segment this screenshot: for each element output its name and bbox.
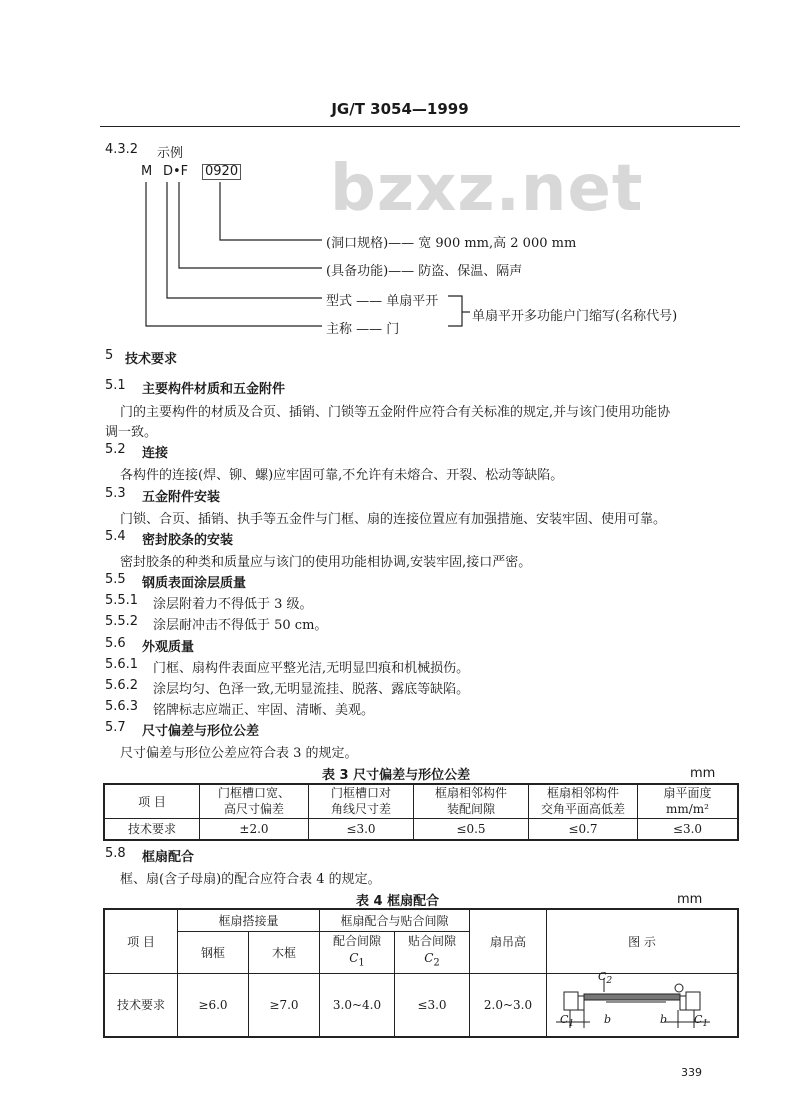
code-brace-note: 单扇平开多功能户门缩写(名称代号) (472, 309, 678, 324)
table-cell: ≤0.5 (414, 818, 529, 840)
table-cell: ≤3.0 (309, 818, 414, 840)
table-header: 项 目 (104, 784, 200, 818)
code-m: M (141, 164, 153, 179)
section-title: 外观质量 (142, 640, 195, 655)
paragraph: 涂层附着力不得低于 3 级。 (153, 597, 313, 612)
section-number: 5.4 (105, 529, 126, 544)
table-header: 图 示 (547, 909, 739, 973)
section-number: 5.2 (105, 442, 126, 457)
section-number: 5.1 (105, 378, 126, 393)
code-df: D•F (163, 164, 189, 179)
section-number: 5 (105, 348, 114, 363)
paragraph: 门框、扇构件表面应平整光洁,无明显凹痕和机械损伤。 (153, 661, 470, 676)
table-header: 木框 (249, 931, 320, 973)
section-number: 5.6.3 (105, 699, 139, 714)
section-title: 连接 (142, 446, 169, 461)
table-cell: ±2.0 (200, 818, 309, 840)
page-number: 339 (681, 1066, 702, 1079)
section-title: 主要构件材质和五金附件 (142, 382, 286, 397)
section-title: 示例 (157, 146, 184, 161)
paragraph: 门的主要构件的材质及合页、插销、门锁等五金附件应符合有关标准的规定,并与该门使用功能协 (120, 405, 671, 420)
figure-label-b-right: b (660, 1013, 668, 1026)
table-header: 配合间隙 $C_1$ (320, 931, 395, 973)
table-unit: mm (690, 766, 716, 781)
paragraph: 调一致。 (105, 425, 158, 440)
table-header: 扇吊高 (470, 909, 547, 973)
table-header: 贴合间隙 $C_2$ (395, 931, 470, 973)
table-cell: 技术要求 (104, 973, 178, 1037)
table-3 (103, 783, 739, 841)
paragraph: 各构件的连接(焊、铆、螺)应牢固可靠,不允许有未熔合、开裂、松动等缺陷。 (120, 468, 564, 483)
figure-label-c2: $C_2$ (598, 970, 613, 987)
figure-label-c1-right: $C_1$ (694, 1013, 709, 1030)
code-line-name: 主称 —— 门 (326, 322, 400, 337)
code-size: 0920 (202, 164, 241, 180)
section-number: 5.5.1 (105, 593, 139, 608)
paragraph: 涂层均匀、色泽一致,无明显流挂、脱落、露底等缺陷。 (153, 682, 470, 697)
table-cell: ≤3.0 (395, 973, 470, 1037)
paragraph: 密封胶条的种类和质量应与该门的使用功能相协调,安装牢固,接口严密。 (120, 555, 532, 570)
section-title: 五金附件安装 (142, 490, 221, 505)
section-title: 技术要求 (125, 352, 178, 367)
paragraph: 尺寸偏差与形位公差应符合表 3 的规定。 (120, 746, 358, 761)
table-cell: ≤0.7 (529, 818, 638, 840)
section-title: 尺寸偏差与形位公差 (142, 724, 260, 739)
table-cell: ≤3.0 (638, 818, 739, 840)
table-cell: ≥7.0 (249, 973, 320, 1037)
figure-label-b-left: b (604, 1013, 612, 1026)
section-number: 4.3.2 (105, 142, 139, 157)
table-cell: 3.0~4.0 (320, 973, 395, 1037)
code-line-type: 型式 —— 单扇平开 (326, 294, 439, 309)
paragraph: 涂层耐冲击不得低于 50 cm。 (153, 618, 328, 633)
watermark: bzxz.net (330, 152, 644, 226)
table-header: 扇平面度 mm/m² (638, 784, 739, 818)
section-number: 5.5 (105, 572, 126, 587)
section-title: 密封胶条的安装 (142, 533, 234, 548)
code-line-size: (洞口规格)—— 宽 900 mm,高 2 000 mm (326, 236, 577, 251)
table-header: 框扇相邻构件 装配间隙 (414, 784, 529, 818)
section-number: 5.5.2 (105, 614, 139, 629)
table-header: 门框槽口宽、 高尺寸偏差 (200, 784, 309, 818)
table-header: 项 目 (104, 909, 178, 973)
section-number: 5.8 (105, 846, 126, 861)
figure-label-c1-left: $C_1$ (560, 1013, 575, 1030)
section-title: 钢质表面涂层质量 (142, 576, 247, 591)
section-number: 5.6.2 (105, 678, 139, 693)
page-header-title: JG/T 3054—1999 (331, 100, 469, 118)
table-cell: 技术要求 (104, 818, 200, 840)
section-number: 5.3 (105, 486, 126, 501)
table-header: 钢框 (178, 931, 249, 973)
table-cell: 2.0~3.0 (470, 973, 547, 1037)
table-header: 框扇配合与贴合间隙 (320, 909, 470, 931)
section-title: 框扇配合 (142, 850, 195, 865)
code-line-function: (具备功能)—— 防盗、保温、隔声 (326, 264, 523, 279)
paragraph: 门锁、合页、插销、执手等五金件与门框、扇的连接位置应有加强措施、安装牢固、使用可靠。 (120, 512, 667, 527)
code-diagram-lines (0, 0, 800, 340)
table-unit: mm (677, 892, 703, 907)
section-number: 5.6.1 (105, 657, 139, 672)
table-header: 门框槽口对 角线尺寸差 (309, 784, 414, 818)
section-number: 5.7 (105, 720, 126, 735)
paragraph: 框、扇(含子母扇)的配合应符合表 4 的规定。 (120, 872, 381, 887)
section-number: 5.6 (105, 636, 126, 651)
paragraph: 铭牌标志应端正、牢固、清晰、美观。 (153, 703, 375, 718)
table-cell: ≥6.0 (178, 973, 249, 1037)
table-caption: 表 4 框扇配合 (356, 894, 440, 909)
table-header: 框扇搭接量 (178, 909, 320, 931)
table-caption: 表 3 尺寸偏差与形位公差 (322, 768, 471, 783)
table-header: 框扇相邻构件 交角平面高低差 (529, 784, 638, 818)
